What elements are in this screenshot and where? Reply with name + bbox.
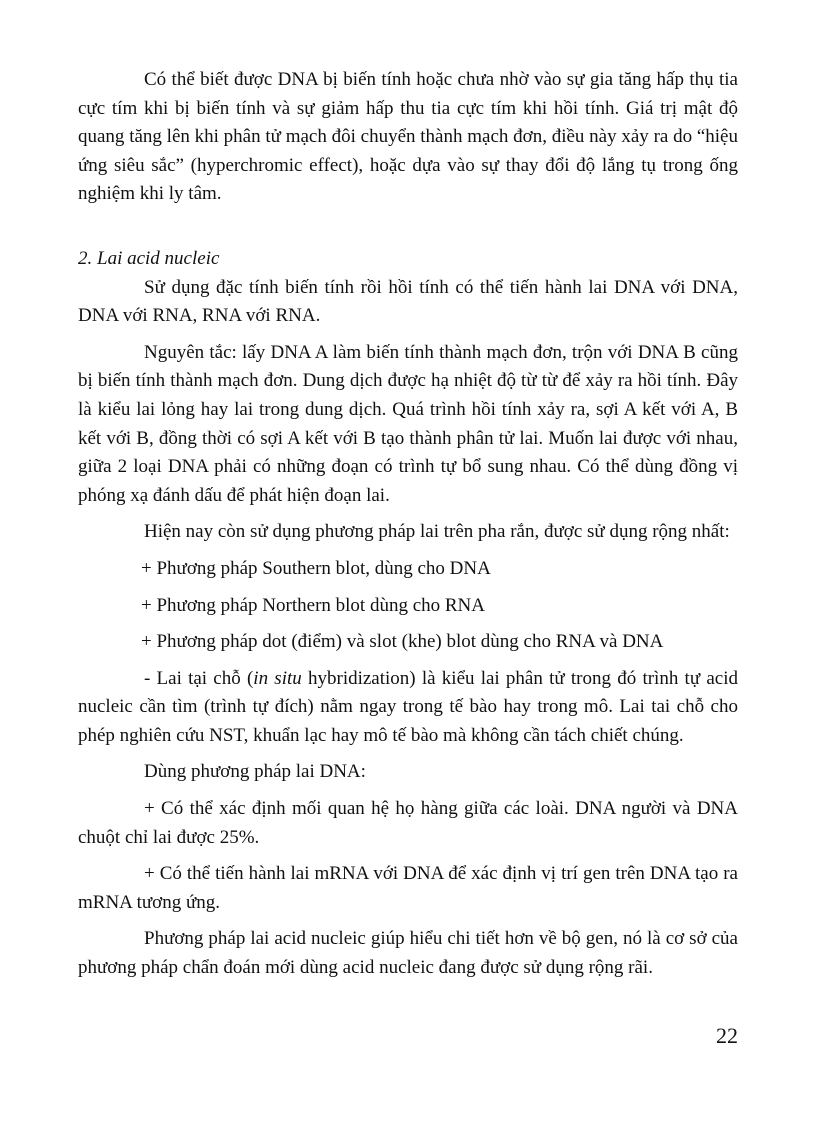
page-number: 22 — [716, 1023, 738, 1048]
paragraph-hybridization-use: Sử dụng đặc tính biến tính rồi hồi tính có thể tiến hành lai DNA với DNA, DNA với RNA, RNA với RNA. — [78, 276, 738, 327]
paragraph-solid-phase: Hiện nay còn sử dụng phương pháp lai trên pha rắn, được sử dụng rộng nhất: — [144, 521, 730, 543]
list-item-northern-blot: + Phương pháp Northern blot dùng cho RNA — [141, 594, 486, 616]
list-item-mrna-hybridization: + Có thể tiến hành lai mRNA với DNA để xác định vị trí gen trên DNA tạo ra mRNA tương ứng. — [78, 863, 738, 913]
paragraph-conclusion: Phương pháp lai acid nucleic giúp hiểu chi tiết hơn về bộ gen, nó là cơ sở của phương pháp chẩn đoán mới dùng acid nucleic đang được sử dụng rộng rãi. — [78, 928, 738, 979]
in-situ-prefix: - Lai tại chỗ ( — [144, 667, 254, 689]
section-heading: 2. Lai acid nucleic — [78, 247, 220, 269]
paragraph-in-situ — [78, 665, 738, 751]
list-item-southern-blot: + Phương pháp Southern blot, dùng cho DNA — [141, 557, 491, 579]
page-body — [78, 66, 738, 983]
in-situ-rest: hybridization) là kiểu lai phân tử trong đó trình tự acid nucleic cần tìm (trình tự đích) nằm ngay trong tế bào hay trong mô. Lai tai chỗ cho phép nghiên cứu NST, khuẩn lạc hay mô tế bào mà không cần tách chiết chúng. — [78, 667, 738, 746]
paragraph-method-intro: Dùng phương pháp lai DNA: — [144, 761, 366, 783]
paragraph-principle: Nguyên tắc: lấy DNA A làm biến tính thành mạch đơn, trộn với DNA B cũng bị biến tính thành mạch đơn. Dung dịch được hạ nhiệt độ từ từ để xảy ra hồi tính. Đây là kiểu lai lỏng hay lai trong dung dịch. Quá trình hồi tính xảy ra, sợi A kết với A, B kết với B, đồng thời có sợi A kết với B tạo thành phân tử lai. Muốn lai được với nhau, giữa 2 loại DNA phải có những đoạn có trình tự bổ sung nhau. Có thể dùng đồng vị phóng xạ đánh dấu để phát hiện đoạn lai. — [78, 341, 738, 506]
in-situ-term: in situ — [253, 667, 302, 689]
paragraph-denaturation-detection: Có thể biết được DNA bị biến tính hoặc chưa nhờ vào sự gia tăng hấp thụ tia cực tím khi bị biến tính và sự giảm hấp thu tia cực tím khi hồi tính. Giá trị mật độ quang tăng lên khi phân tử mạch đôi chuyển thành mạch đơn, điều này xảy ra do “hiệu ứng siêu sắc” (hyperchromic effect), hoặc dựa vào sự thay đổi độ lắng tụ trong ống nghiệm khi ly tâm. — [78, 69, 738, 205]
list-item-dot-slot-blot: + Phương pháp dot (điểm) và slot (khe) blot dùng cho RNA và DNA — [141, 631, 664, 653]
list-item-species-relation: + Có thể xác định mối quan hệ họ hàng giữa các loài. DNA người và DNA chuột chỉ lai được 25%. — [78, 798, 738, 848]
